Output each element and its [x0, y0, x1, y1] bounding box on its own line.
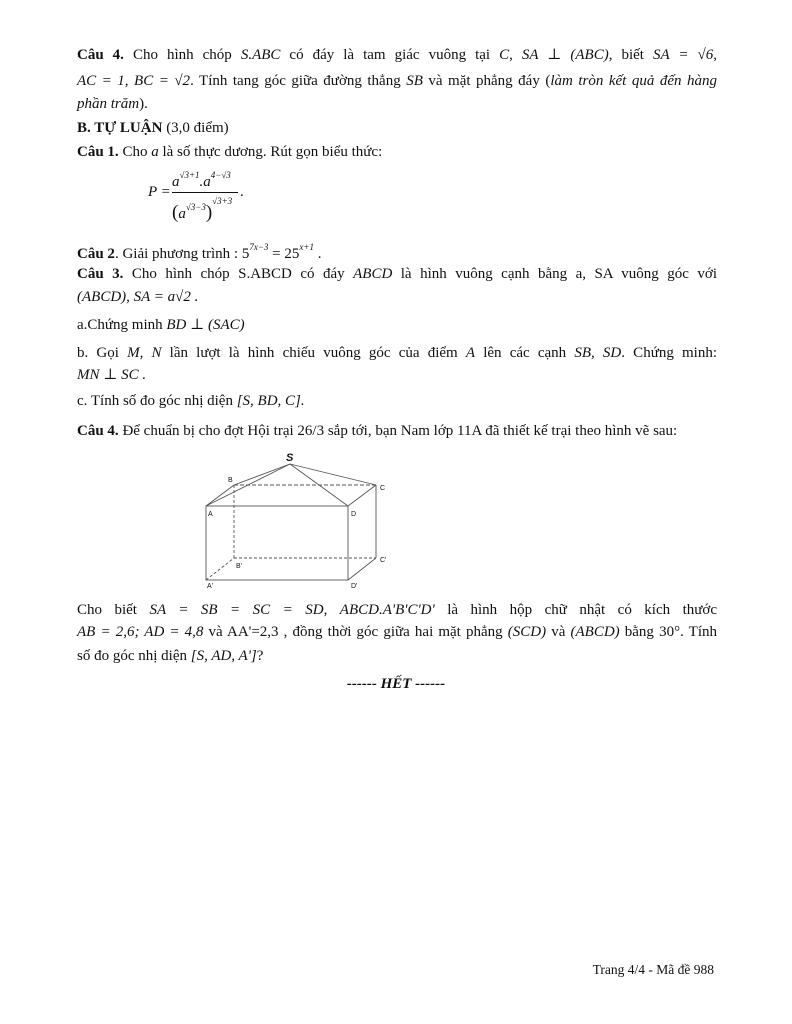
c1-line: Câu 1. Cho a là số thực dương. Rút gọn biểu thức: — [77, 144, 383, 160]
label-s: S — [286, 452, 294, 464]
c3-line-2: (ABCD), SA = a√2 . — [77, 289, 199, 305]
label-c: C — [380, 485, 386, 492]
label-b1: B' — [236, 563, 243, 570]
label-d1: D' — [351, 583, 358, 590]
q4-line-1: Câu 4. Cho hình chóp S.ABC có đáy là tam giác vuông tại C, SA ⊥ (ABC), biết SA = √6, — [77, 47, 717, 63]
label-a1: A' — [207, 583, 214, 590]
section-b-heading: B. TỰ LUẬN (3,0 điểm) — [77, 120, 229, 136]
label-a: A — [208, 511, 213, 518]
label-c1: C' — [380, 557, 387, 564]
c3-part-b-line-2: MN ⊥ SC . — [77, 367, 147, 383]
c4-intro: Câu 4. Để chuẩn bị cho đợt Hội trại 26/3 sắp tới, bạn Nam lớp 11A đã thiết kế trại theo hình vẽ sau: — [77, 423, 678, 439]
c3-part-c: c. Tính số đo góc nhị diện [S, BD, C]. — [77, 393, 305, 409]
edge-dc — [348, 485, 376, 506]
front-face — [206, 506, 348, 580]
numerator: $a^{√3+1}.a^{4-√3}$ — [172, 170, 231, 190]
c4-line-3: số đo góc nhị diện [S, AD, A']? — [77, 648, 264, 664]
c3-part-a: a.Chứng minh BD ⊥ (SAC) — [77, 317, 245, 333]
label-d: D — [351, 511, 357, 518]
edge-ab — [206, 485, 234, 506]
c4-line-2: AB = 2,6; AD = 4,8 và AA'=2,3 , đồng thời góc giữa hai mặt phẳng (SCD) và (ABCD) bằng 30°. Tính — [77, 624, 717, 640]
c4-line-1: Cho biết SA = SB = SC = SD, ABCD.A'B'C'D' là hình hộp chữ nhật có kích thước — [77, 602, 717, 618]
expression-p: P = $a^{√3+1}.a^{4-√3}$ $(a^{√3-3})^{√3+3}$ . — [148, 170, 244, 223]
c3-part-b-line-1: b. Gọi M, N lần lượt là hình chiếu vuông góc của điểm A lên các cạnh SB, SD. Chứng minh: — [77, 345, 717, 361]
fraction-bar — [172, 192, 238, 193]
q4-line-3: phần trăm). — [77, 96, 148, 112]
q4-line-2: AC = 1, BC = √2. Tính tang góc giữa đường thẳng SB và mặt phẳng đáy (làm tròn kết quả đến hàng — [77, 73, 717, 89]
c3-line-1: Câu 3. Cho hình chóp S.ABCD có đáy ABCD là hình vuông cạnh bằng a, SA vuông góc với — [77, 266, 717, 282]
label-b: B — [228, 477, 233, 484]
edge-a1b1 — [206, 558, 234, 580]
denominator: $(a^{√3-3})^{√3+3}$ — [172, 196, 233, 223]
edge-sb — [234, 464, 290, 485]
end-marker: ------ HẾT ------ — [346, 676, 446, 692]
tent-figure — [198, 450, 398, 590]
page-footer: Trang 4/4 - Mã đề 988 — [592, 962, 714, 977]
edge-sc — [290, 464, 376, 485]
c2-line: Câu 2. Giải phương trình : $5^{7x-3} = 25^{x+1}$ . — [77, 242, 322, 262]
q4-label: Câu 4. — [77, 47, 124, 63]
edge-d1c1 — [348, 558, 376, 580]
